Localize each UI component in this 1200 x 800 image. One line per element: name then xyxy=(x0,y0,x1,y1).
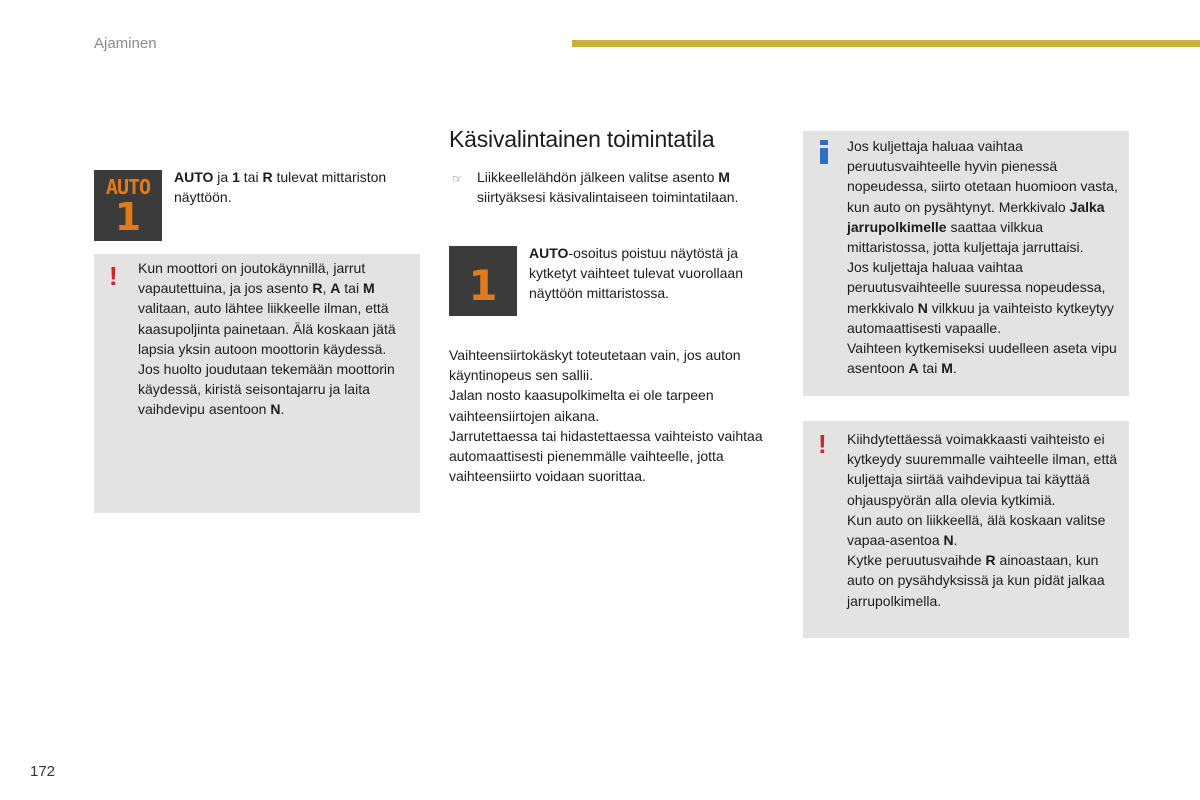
info-box-reverse xyxy=(803,131,1129,396)
pointing-hand-icon: ☞ xyxy=(452,172,463,186)
section-title: Käsivalintainen toimintatila xyxy=(449,126,715,152)
warning-icon: ! xyxy=(109,261,118,291)
header-accent-bar xyxy=(572,40,1200,47)
warning-box-acceleration xyxy=(803,421,1129,638)
display-auto-label: AUTO xyxy=(105,175,151,199)
auto-display-text: AUTO ja 1 tai R tulevat mittariston näyttöön. xyxy=(174,169,387,206)
info-icon xyxy=(819,140,829,164)
display-digit-manual: 1 xyxy=(468,260,498,310)
section-header: Ajaminen xyxy=(94,35,157,52)
info-text-reverse: Jos kuljettaja haluaa vaihtaa peruutusvaihteelle hyvin pienessä nopeudessa, siirto otetaan huomioon vasta, kun auto on pysähtynyt. Merkkivalo Jalka jarrupolkimelle saattaa vilkkua mittaristossa, jotta kuljettaja jarruttaisi. Jos kuljettaja haluaa vaihtaa peruutusvaihteelle suuressa nopeudessa, merkkivalo N vilkkuu ja vaihteisto kytkeytyy automaattisesti vapaalle. Vaihteen kytkemiseksi uudelleen aseta vipu asentoon A tai M. xyxy=(847,138,1118,377)
warning-text-acceleration: Kiihdytettäessä voimakkaasti vaihteisto ei kytkeydy suuremmalle vaihteelle ilman, että kuljettaja siirtää vaihdevipua tai käyttää ohjauspyörän alla olevia kytkimiä. Kun auto on liikkeellä, älä koskaan valitse vapaa-asentoa N. Kytke peruutusvaihde R ainoastaan, kun auto on pysähdyksissä ja kun pidät jalkaa jarrupolkimella. xyxy=(847,431,1118,609)
auto-off-text: AUTO-osoitus poistuu näytöstä ja kytketyt vaihteet tulevat vuorollaan näyttöön mittaristossa. xyxy=(529,245,744,302)
instruction-text: Liikkeellelähdön jälkeen valitse asento M siirtyäksesi käsivalintaiseen toimintatilaan. xyxy=(477,169,739,206)
page-number: 172 xyxy=(30,763,56,780)
auto-display-image xyxy=(94,170,162,241)
display-digit: 1 xyxy=(114,195,142,239)
warning-icon: ! xyxy=(818,429,827,459)
instruction-item xyxy=(449,167,779,207)
gear-display-image xyxy=(449,246,517,316)
warning-text-idle: Kun moottori on joutokäynnillä, jarrut vapautettuina, ja jos asento R, A tai M valitaan, auto lähtee liikkeelle ilman, että kaasupoljinta painetaan. Älä koskaan jätä lapsia yksin autoon moottorin käydessä. Jos huolto joudutaan tekemään moottorin käydessä, kiristä seisontajarru ja laita vaihdevipu asentoon N. xyxy=(138,260,396,418)
shift-info-text: Vaihteensiirtokäskyt toteutetaan vain, jos auton käyntinopeus sen sallii. Jalan nosto kaasupolkimelta ei ole tarpeen vaihteensiirtojen aikana. Jarrutettaessa tai hidastettaessa vaihteisto vaihtaa automaattisesti pienemmälle vaihteelle, jotta vaihteensiirto voidaan suorittaa. xyxy=(449,347,763,485)
warning-box-idle xyxy=(94,254,420,513)
